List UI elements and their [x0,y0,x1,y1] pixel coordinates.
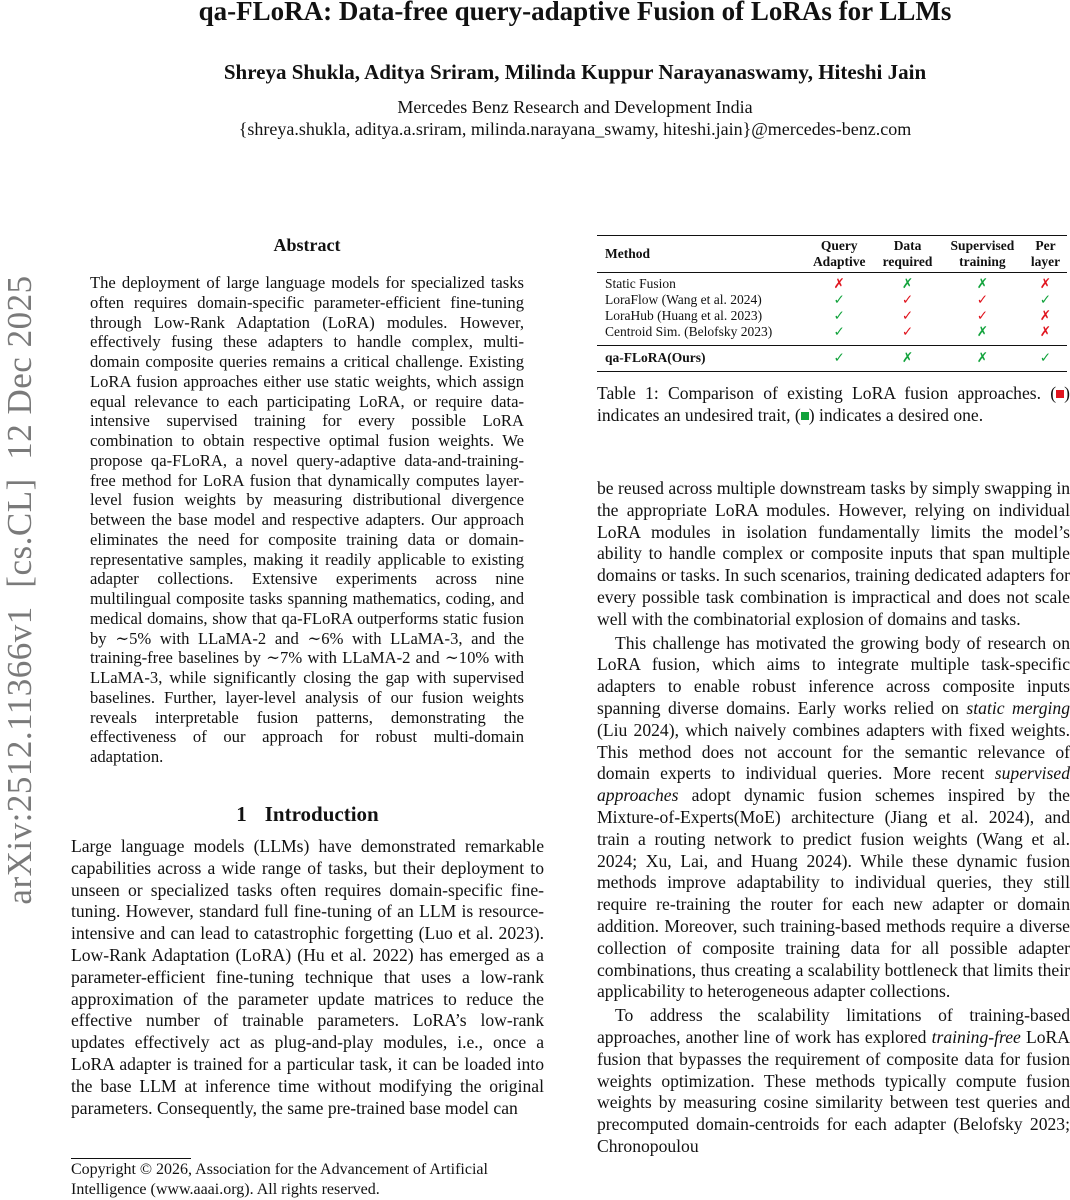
table-row [597,273,1067,293]
check-mark-icon: ✓ [833,324,845,339]
intro-paragraph: Large language models (LLMs) have demonstrated remarkable capabilities across a wide range of tasks, but their deployment to unseen or specialized tasks often requires domain-specific fine-tuning. However, standard full fine-tuning of an LLM is resource-intensive and can lead to catastrophic forgetting (Luo et al. 2023). Low-Rank Adaptation (LoRA) (Hu et al. 2022) has emerged as a parameter-efficient fine-tuning technique that uses a low-rank approximation of the parameter update matrices to reduce the effective number of trainable parameters. LoRA’s low-rank updates effectively act as plug-and-play modules, i.e., once a LoRA adapter is trained for a particular task, it can be loaded into the base LLM at inference time without modifying the original parameters. Consequently, the same pre-trained base model can [71,836,544,1118]
check-mark-icon: ✓ [976,308,989,323]
affiliation: Mercedes Benz Research and Development India [397,97,753,117]
left-column-body [71,836,544,1119]
header-line: training [959,253,1006,269]
header-per-layer [1024,236,1067,273]
header-query-adaptive [804,236,874,273]
header-line: Supervised [950,238,1015,253]
emphasis: supervised approaches [597,763,1070,806]
footnote-divider [71,1158,191,1159]
text-run: To address the scalability limitations of training-based approaches, another line of work has explored [597,1005,1070,1047]
caption-text: Table 1: Comparison of existing LoRA fusion approaches. ( [597,383,1057,403]
emphasis: training-free [931,1026,1021,1047]
cross-mark-icon: ✗ [1039,308,1052,323]
table-row [597,292,1067,308]
abstract-text: The deployment of large language models for specialized tasks often requires domain-specific parameter-efficient fine-tuning through Low-Rank Adaptation (LoRA) modules. However, effectively fusing these adapters to handle complex, multi-domain composite queries remains a critical challenge. Existing LoRA fusion approaches either use static weights, which assign equal relevance to each participating LoRA, or require data-intensive supervised training for every possible LoRA combination to obtain respective optimal fusion weights. We propose qa-FLoRA, a novel query-adaptive data-and-training-free method for LoRA fusion that dynamically computes layer-level fusion weights by measuring distributional divergence between the base model and respective adapters. Our approach eliminates the need for composite training data or domain-representative samples, making it readily applicable to existing adapter collections. Extensive experiments across nine multilingual composite tasks spanning mathematics, coding, and medical domains, show that qa-FLoRA outperforms static fusion by ∼5% with LLaMA-2 and ∼6% with LLaMA-3, and the training-free baselines by ∼7% with LLaMA-2 and ∼10% with LLaMA-3, while significantly closing the gap with supervised baselines. Further, layer-level analysis of our fusion weights reveals interpretable fusion patterns, demonstrating the effectiveness of our approach for robust multi-domain adaptation. [90,273,524,766]
check-mark-icon: ✓ [1039,292,1052,307]
body-paragraph [597,633,1070,1004]
emphasis: static merging [966,697,1070,718]
cross-mark-icon: ✗ [1039,324,1052,339]
header-method: Method [605,245,650,261]
cross-mark-icon: ✗ [976,350,989,365]
method-name: LoraFlow (Wang et al. 2024) [605,292,762,307]
arxiv-identifier: arXiv:2512.11366v1 [cs.CL] 12 Dec 2025 [0,275,39,905]
check-mark-icon: ✓ [833,350,845,365]
table-row [597,346,1067,372]
body-paragraph [597,1005,1070,1158]
cross-mark-icon: ✗ [976,324,989,339]
check-mark-icon: ✓ [833,292,845,307]
cross-mark-icon: ✗ [1039,276,1052,291]
text-run: adopt dynamic fusion schemes inspired by the Mixture-of-Experts(MoE) architecture (Jiang et al. 2024), and train a routing network to predict fusion weights (Wang et al. 2024; Xu, Lai, and Huang 2024). While these dynamic fusion methods improve adaptability to individual queries, they still require re-training the router for each new adapter or domain addition. Moreover, such training-based methods require a diverse collection of composite training data for all possible adapter combinations, thus creating a scalability bottleneck that limits their applicability to heterogeneous adapter collections. [597,785,1070,1002]
check-mark-icon: ✓ [1039,350,1052,365]
header-line: Query [820,238,858,253]
copyright-footnote: Copyright © 2026, Association for the Advancement of Artificial Intelligence (www.aaai.org). All rights reserved. [71,1161,488,1198]
header-line: required [882,253,933,269]
paper-title: qa-FLoRA: Data-free query-adaptive Fusion of LoRAs for LLMs [198,0,952,26]
author-list: Shreya Shukla, Aditya Sriram, Milinda Kuppur Narayanaswamy, Hiteshi Jain [223,60,927,84]
text-run: This challenge has motivated the growing body of research on LoRA fusion, which aims to integrate multiple task-specific adapters to enable robust inference across composite inputs spanning diverse domains. Early works relied on [597,632,1070,718]
text-run: (Liu 2024), which naively combines adapters with fixed weights. This method does not account for the semantic relevance of domain experts to individual queries. More recent [597,719,1070,784]
method-name: Centroid Sim. (Belofsky 2023) [605,324,773,339]
table-row [597,324,1067,346]
header-line: Adaptive [812,253,866,269]
header-line: Per [1035,238,1056,253]
cross-mark-icon: ✗ [901,350,914,365]
header-line: Data [893,238,922,253]
cross-mark-icon: ✗ [833,276,845,291]
author-emails: {shreya.shukla, aditya.a.sriram, milinda.narayana_swamy, hiteshi.jain}@mercedes-benz.com [238,119,912,139]
cross-mark-icon: ✗ [901,276,914,291]
method-name: qa-FLoRA(Ours) [605,350,706,365]
caption-text: ) indicates an undesired trait, ( [597,383,1070,425]
section-number: 1 [236,802,247,826]
table-caption [597,383,1070,427]
section-heading-introduction [71,802,544,827]
text-run: LoRA fusion that bypasses the requirement of composite data for fusion weights optimization. These methods typically compute fusion weights by measuring cosine similarity between test queries and precomputed domain-centroids for each adapter (Belofsky 2023; Chronopoulou [597,1026,1070,1156]
check-mark-icon: ✓ [901,324,914,339]
method-name: LoraHub (Huang et al. 2023) [605,308,763,323]
right-column-body [597,478,1070,1158]
table-header-row [597,236,1067,273]
green-square-icon [801,412,809,420]
section-title: Introduction [264,802,379,826]
red-square-icon [1056,390,1064,398]
body-paragraph: be reused across multiple downstream tasks by simply swapping in the appropriate LoRA modules. However, relying on individual LoRA modules in isolation fundamentally limits the model’s ability to handle complex or composite inputs that span multiple domains or tasks. In such scenarios, training dedicated adapters for every possible task combination is impractical and does not scale well with the combinatorial explosion of domains and tasks. [597,478,1070,629]
check-mark-icon: ✓ [833,308,845,323]
header-data-required [874,236,941,273]
cross-mark-icon: ✗ [976,276,989,291]
header-line: layer [1030,253,1061,269]
comparison-table [597,235,1067,372]
abstract-heading: Abstract [273,235,341,255]
check-mark-icon: ✓ [901,292,914,307]
header-supervised-training [941,236,1024,273]
method-name: Static Fusion [605,276,676,291]
caption-text: ) indicates a desired one. [808,404,984,425]
check-mark-icon: ✓ [976,292,989,307]
check-mark-icon: ✓ [901,308,914,323]
table-row [597,308,1067,324]
